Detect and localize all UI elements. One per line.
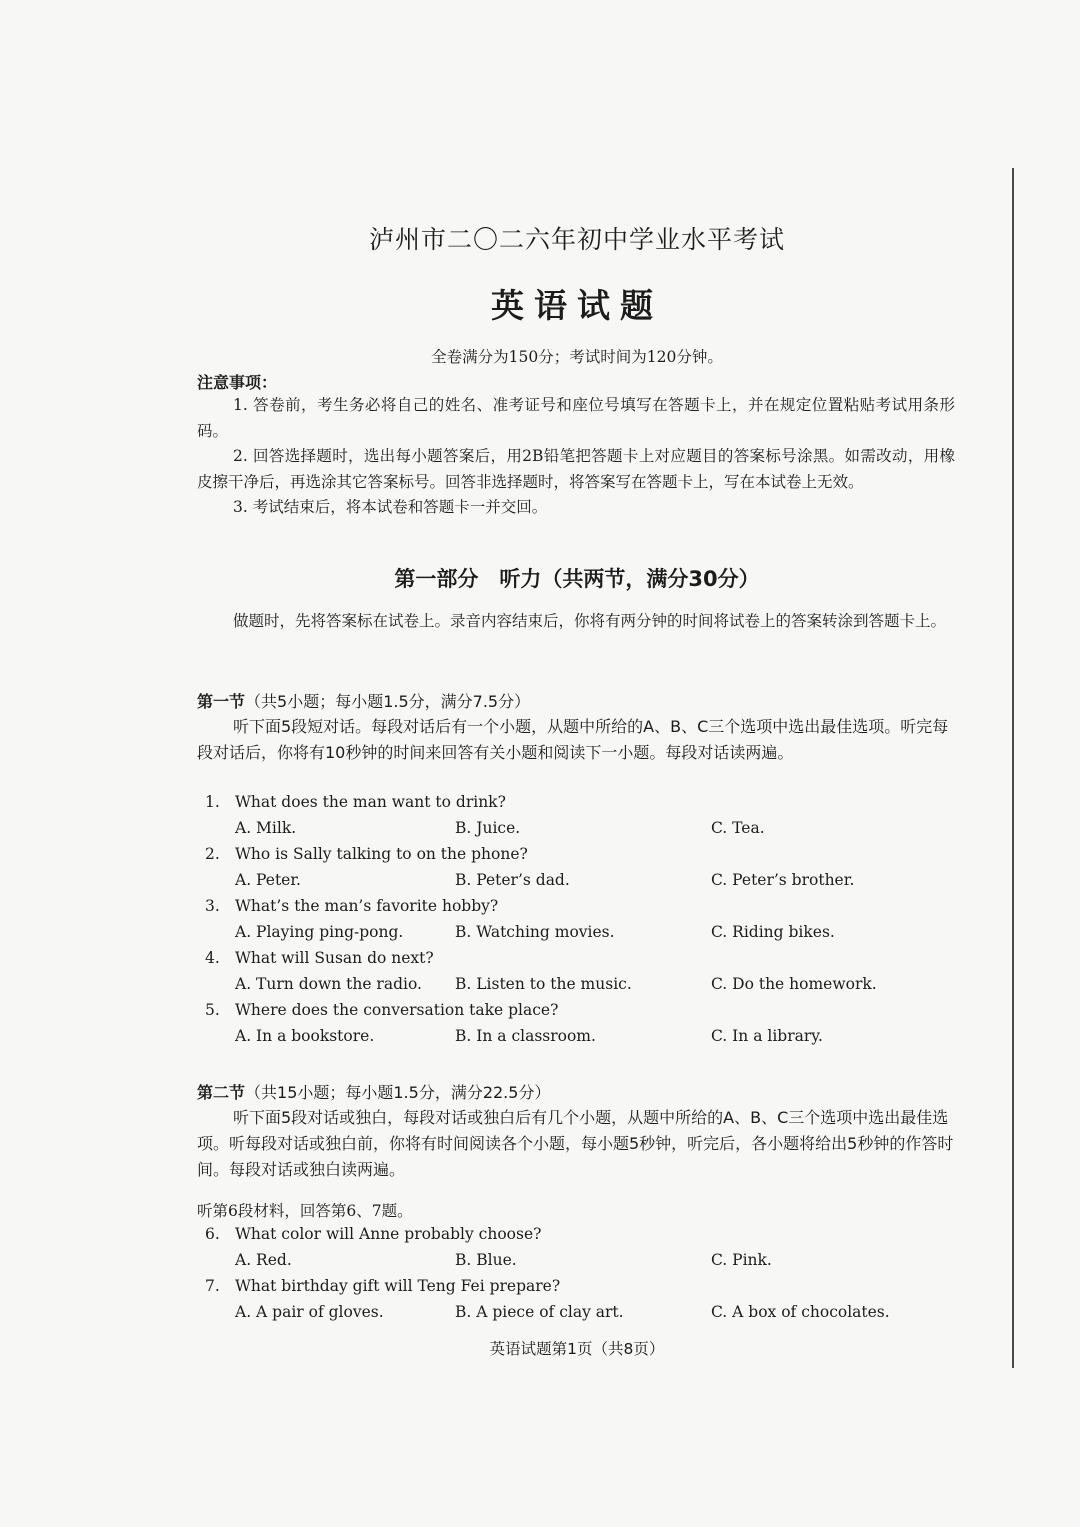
option-b: B. Listen to the music. (455, 975, 632, 993)
section-two-label: 第二节 (197, 1083, 246, 1102)
question-options (197, 1303, 957, 1329)
option-b: B. In a classroom. (455, 1027, 596, 1045)
question-text: Where does the conversation take place? (235, 1001, 559, 1019)
option-b: B. Watching movies. (455, 923, 615, 941)
question-number: 6. (205, 1225, 220, 1243)
score-time-line: 全卷满分为150分；考试时间为120分钟。 (431, 348, 723, 366)
section-one-label: 第一节 (197, 692, 246, 711)
exam-title: 泸州市二〇二六年初中学业水平考试 (368, 225, 785, 254)
notice-body (197, 393, 955, 521)
section-one-instruction: 听下面5段短对话。每段对话后有一个小题，从题中所给的A、B、C三个选项中选出最佳选项。听完每段对话后，你将有10秒钟的时间来回答有关小题和阅读下一小题。每段对话读两遍。 (197, 717, 949, 762)
notice-item: 2. 回答选择题时，选出每小题答案后，用2B铅笔把答题卡上对应题目的答案标号涂黑。如需改动，用橡皮擦干净后，再选涂其它答案标号。回答非选择题时，将答案写在答题卡上，写在本试卷上无效。 (197, 447, 955, 491)
question-number: 7. (205, 1277, 220, 1295)
question-stem (197, 845, 957, 871)
question-text: What’s the man’s favorite hobby? (235, 897, 499, 915)
section-two-questions (197, 1225, 957, 1329)
notice-heading: 注意事项： (197, 373, 278, 392)
part-one-title: 第一部分 听力（共两节，满分30分） (394, 567, 760, 591)
notice-item: 1. 答卷前，考生务必将自己的姓名、准考证号和座位号填写在答题卡上，并在规定位置粘贴考试用条形码。 (197, 396, 955, 440)
section-one-heading (197, 689, 530, 712)
section-one-meta: （共5小题；每小题1.5分，满分7.5分） (245, 692, 531, 711)
option-a: A. Red. (235, 1251, 292, 1269)
question-text: What will Susan do next? (235, 949, 434, 967)
option-a: A. In a bookstore. (235, 1027, 375, 1045)
question-options (197, 975, 957, 1001)
question-text: Who is Sally talking to on the phone? (235, 845, 528, 863)
option-b: B. Juice. (455, 819, 521, 837)
question-stem (197, 949, 957, 975)
question-number: 5. (205, 1001, 220, 1019)
option-c: C. In a library. (711, 1027, 823, 1045)
binding-line (1012, 168, 1014, 1368)
option-a: A. Peter. (235, 871, 301, 889)
question-options (197, 819, 957, 845)
question-text: What color will Anne probably choose? (235, 1225, 542, 1243)
option-a: A. Milk. (235, 819, 297, 837)
section-one-questions (197, 793, 957, 1053)
question-text: What does the man want to drink? (235, 793, 506, 811)
question-text: What birthday gift will Teng Fei prepare? (235, 1277, 561, 1295)
option-c: C. A box of chocolates. (711, 1303, 890, 1321)
option-c: C. Tea. (711, 819, 765, 837)
question-stem (197, 1225, 957, 1251)
option-a: A. Playing ping-pong. (235, 923, 404, 941)
question-options (197, 871, 957, 897)
subject-title: 英语试题 (491, 286, 663, 325)
question-number: 1. (205, 793, 220, 811)
notice-item: 3. 考试结束后，将本试卷和答题卡一并交回。 (233, 498, 548, 516)
option-c: C. Peter’s brother. (711, 871, 855, 889)
question-stem (197, 897, 957, 923)
option-a: A. A pair of gloves. (235, 1303, 384, 1321)
question-options (197, 923, 957, 949)
option-b: B. Peter’s dad. (455, 871, 570, 889)
part-one-instruction: 做题时，先将答案标在试卷上。录音内容结束后，你将有两分钟的时间将试卷上的答案转涂到答题卡上。 (233, 612, 947, 630)
section-two-heading (197, 1080, 550, 1103)
question-number: 3. (205, 897, 220, 915)
material-prompt: 听第6段材料，回答第6、7题。 (197, 1202, 413, 1220)
question-stem (197, 1001, 957, 1027)
option-c: C. Riding bikes. (711, 923, 835, 941)
section-two-instruction: 听下面5段对话或独白，每段对话或独白后有几个小题，从题中所给的A、B、C三个选项中选出最佳选项。听每段对话或独白前，你将有时间阅读各个小题，每小题5秒钟，听完后，各小题将给出5秒钟的作答时间。每段对话或独白读两遍。 (197, 1108, 954, 1179)
question-stem (197, 1277, 957, 1303)
page-footer: 英语试题第1页（共8页） (489, 1340, 665, 1358)
option-b: B. Blue. (455, 1251, 517, 1269)
question-options (197, 1251, 957, 1277)
option-c: C. Pink. (711, 1251, 772, 1269)
question-stem (197, 793, 957, 819)
option-a: A. Turn down the radio. (235, 975, 422, 993)
question-number: 4. (205, 949, 220, 967)
option-b: B. A piece of clay art. (455, 1303, 624, 1321)
section-two-meta: （共15小题；每小题1.5分，满分22.5分） (245, 1083, 551, 1102)
question-options (197, 1027, 957, 1053)
option-c: C. Do the homework. (711, 975, 877, 993)
question-number: 2. (205, 845, 220, 863)
